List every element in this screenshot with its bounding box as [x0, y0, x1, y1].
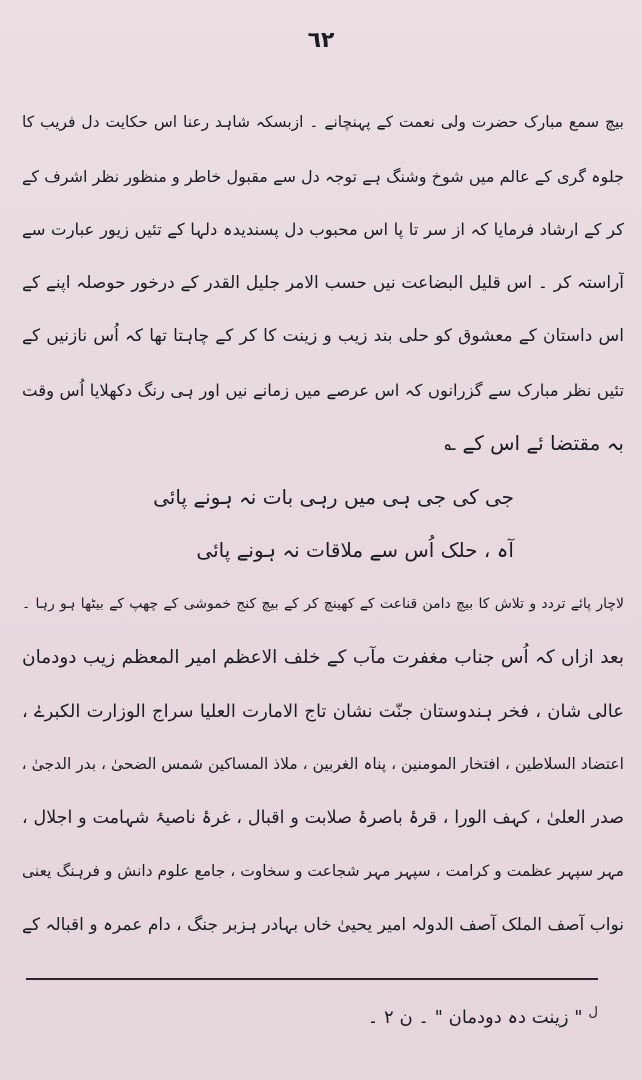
page-body	[22, 96, 624, 952]
verse-line: آہ ، حلک اُس سے ملاقات نہ ہونے پائی	[196, 538, 514, 562]
text-line: بعد ازاں کہ اُس جناب مغفرت مآب کے خلف الاعظم امیر المعظم زیب دودمان	[22, 647, 624, 668]
footnote-divider	[26, 978, 598, 980]
text-line: صدر العلیٰ ، کہف الورا ، قرۂ باصرۂ صلابت و اقبال ، غرۂ ناصیۂ شہامت و اجلال ،	[22, 807, 624, 828]
text-line: تئیں نظر مبارک سے گزرانوں کہ اس عرصے میں زمانے نیں اور ہی رنگ دکھلایا اُس وقت	[22, 380, 624, 400]
footnote-marker: ل	[588, 1005, 598, 1020]
footnote	[38, 1005, 598, 1028]
text-line: مہر سپہر عظمت و کرامت ، سپہر مہر شجاعت و سخاوت ، جامع علوم دانش و فرہنگ یعنی	[22, 862, 624, 880]
text-line: اعتضاد السلاطین ، افتخار المومنین ، پناہ الغربین ، ملاذ المساکین شمس الضحیٰ ، بدر الدجیٰ ،	[22, 755, 624, 773]
text-line: کر کے ارشاد فرمایا کہ از سر تا پا اس محبوب دل پسندیدہ دلہا کے تئیں زیور عبارت سے	[22, 220, 624, 239]
footnote-text: " زینت دہ دودمان " ۔ ن ۲ ۔	[367, 1007, 583, 1028]
text-line: بہ مقتضا ئے اس کے ؎	[444, 431, 624, 455]
text-line: نواب آصف الملک آصف الدولہ امیر یحییٰ خاں بہادر ہزبر جنگ ، دام عمرہ و اقبالہ کے	[22, 914, 624, 935]
text-line: عالی شان ، فخر ہندوستان جنّت نشان تاج الامارت العلیا سراج الوزارت الکبرےٰ ،	[22, 700, 624, 722]
text-line: اس داستان کے معشوق کو حلی بند زیب و زینت کا کر کے چاہتا تھا کہ اُس نازنیں کے	[22, 326, 624, 346]
verse-line: جی کی جی ہی میں رہی بات نہ ہونے پائی	[153, 484, 514, 509]
page-number: ٦٢	[307, 28, 335, 53]
text-line: جلوہ گری کے عالم میں شوخ وشنگ ہے توجہ دل سے مقبول خاطر و منظور نظر اشرف کے	[22, 166, 624, 186]
text-line: آراستہ کر ۔ اس قلیل البضاعت نیں حسب الامر جلیل القدر کے درخور حوصلہ اپنے کے	[22, 272, 624, 293]
text-line: بیچ سمع مبارک حضرت ولی نعمت کے پہنچانے ۔ ازبسکہ شاہد رعنا اس حکایت دل فریب کا	[22, 113, 624, 131]
text-line: لاچار پائے تردد و تلاش کا بیچ دامن قناعت کے کھینچ کر کے بیچ کنج خموشی کے چھپ کے بیٹھا ہو رہا ۔	[22, 595, 624, 612]
